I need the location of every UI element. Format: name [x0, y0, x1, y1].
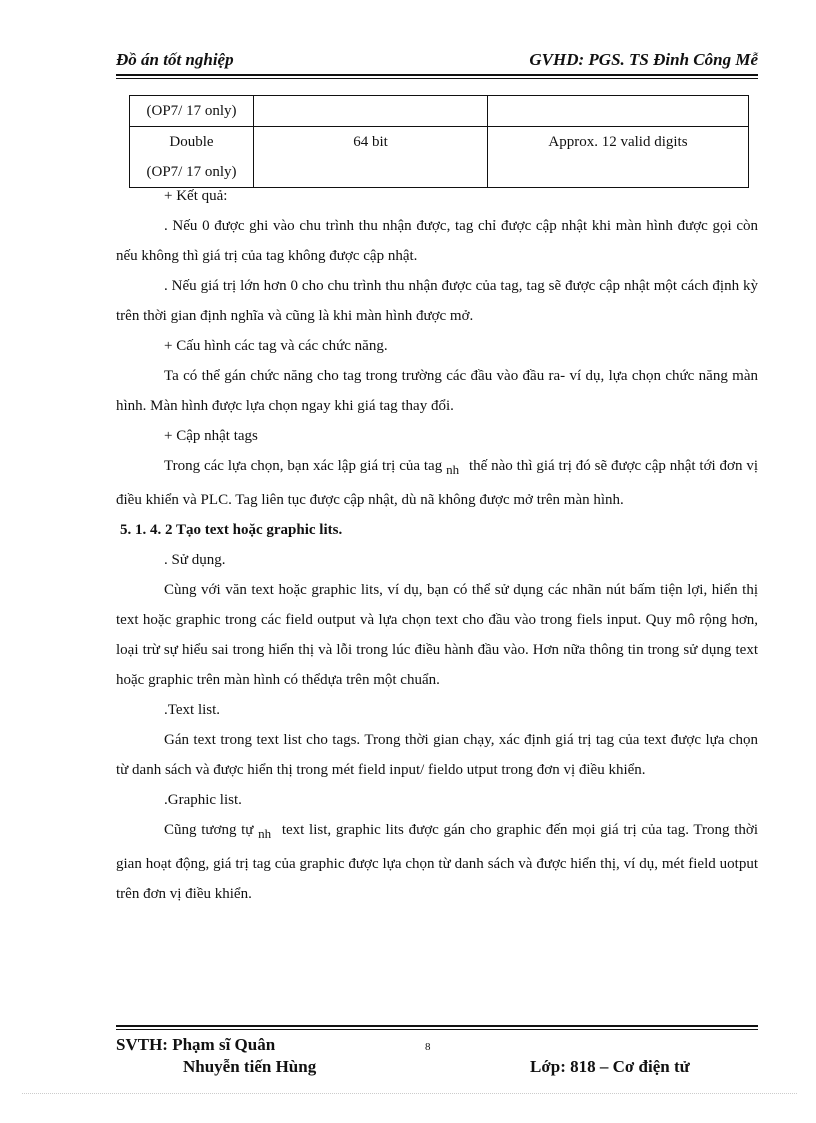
table-row [130, 96, 749, 127]
table-row [130, 127, 749, 188]
header-rule [116, 74, 758, 76]
paragraph: Cùng với văn text hoặc graphic lits, ví dụ, bạn có thể sử dụng các nhãn nút bấm tiện lợi, hiển thị text hoặc graphic trong các field output và lựa chọn text cho đầu vào trong fiels input. Quy mô rộng hơn, loại trừ sự hiểu sai trong hiển thị và lỗi trong lúc điều hành đầu vào. Hơn nữa thông tin trong sử dụng text hoặc graphic trên màn hình có thểdựa trên một chuẩn. [116, 582, 758, 688]
table-cell [488, 96, 749, 127]
paragraph: . Sử dụng. [164, 552, 226, 568]
data-type-table [129, 95, 749, 188]
page-edge-divider [22, 1093, 797, 1094]
table-cell: Double (OP7/ 17 only) [130, 127, 254, 188]
paragraph: Cũng tương tự $_{nh}$ text list, graphic lits được gán cho graphic đến mọi giá trị của tag. Trong thời gian hoạt động, giá trị tag của graphic được lựa chọn từ danh sách và được hiển thị, ví dụ, mét field uotput trên đơn vị điều khiển. [116, 822, 758, 902]
paragraph: + Kết quả: [164, 188, 228, 204]
header-advisor: GVHD: PGS. TS Đinh Công Mễ [529, 50, 758, 69]
footer-student-2: Nhuyễn tiến Hùng [183, 1057, 317, 1076]
header-rule-thin [116, 78, 758, 79]
footer-class: Lớp: 818 – Cơ điện tử [530, 1057, 690, 1076]
paragraph: .Text list. [164, 702, 221, 718]
footer-rule-thin [116, 1029, 758, 1030]
paragraph: Gán text trong text list cho tags. Trong thời gian chạy, xác định giá trị tag của text được lựa chọn từ danh sách và được hiển thị trong mét field input/ fieldo utput trong đơn vị điều khiển. [116, 732, 758, 778]
table-cell [254, 96, 488, 127]
paragraph: .Graphic list. [164, 792, 242, 808]
paragraph: + Cấu hình các tag và các chức năng. [164, 338, 388, 354]
table-cell: Approx. 12 valid digits [488, 127, 749, 188]
paragraph: . Nếu 0 được ghi vào chu trình thu nhận được, tag chỉ được cập nhật khi màn hình được gọi còn nếu không thì giá trị của tag không được cập nhật. [116, 218, 758, 264]
paragraph: Ta có thể gán chức năng cho tag trong trường các đầu vào đầu ra- ví dụ, lựa chọn chức năng màn hình. Màn hình được lựa chọn ngay khi giá tag thay đổi. [116, 368, 758, 414]
table-cell: 64 bit [254, 127, 488, 188]
paragraph: Trong các lựa chọn, bạn xác lập giá trị của tag $_{nh}$ thế nào thì giá trị đó sẽ được cập nhật tới đơn vị điều khiển và PLC. Tag liên tục được cập nhật, dù nã không được mở trên màn hình. [116, 458, 759, 508]
footer-student-1: SVTH: Phạm sĩ Quân [116, 1035, 276, 1054]
header-left-title: Đồ án tốt nghiệp [116, 50, 234, 69]
table-cell: (OP7/ 17 only) [130, 96, 254, 127]
section-heading: 5. 1. 4. 2 Tạo text hoặc graphic lits. [120, 522, 343, 538]
document-body [116, 181, 758, 909]
paragraph: + Cập nhật tags [164, 428, 258, 444]
page-number: 8 [425, 1041, 431, 1053]
paragraph: . Nếu giá trị lớn hơn 0 cho chu trình thu nhận được của tag, tag sẽ được cập nhật một cách định kỳ trên thời gian định nghĩa và cũng là khi màn hình được mở. [116, 278, 758, 324]
footer-rule [116, 1025, 758, 1027]
